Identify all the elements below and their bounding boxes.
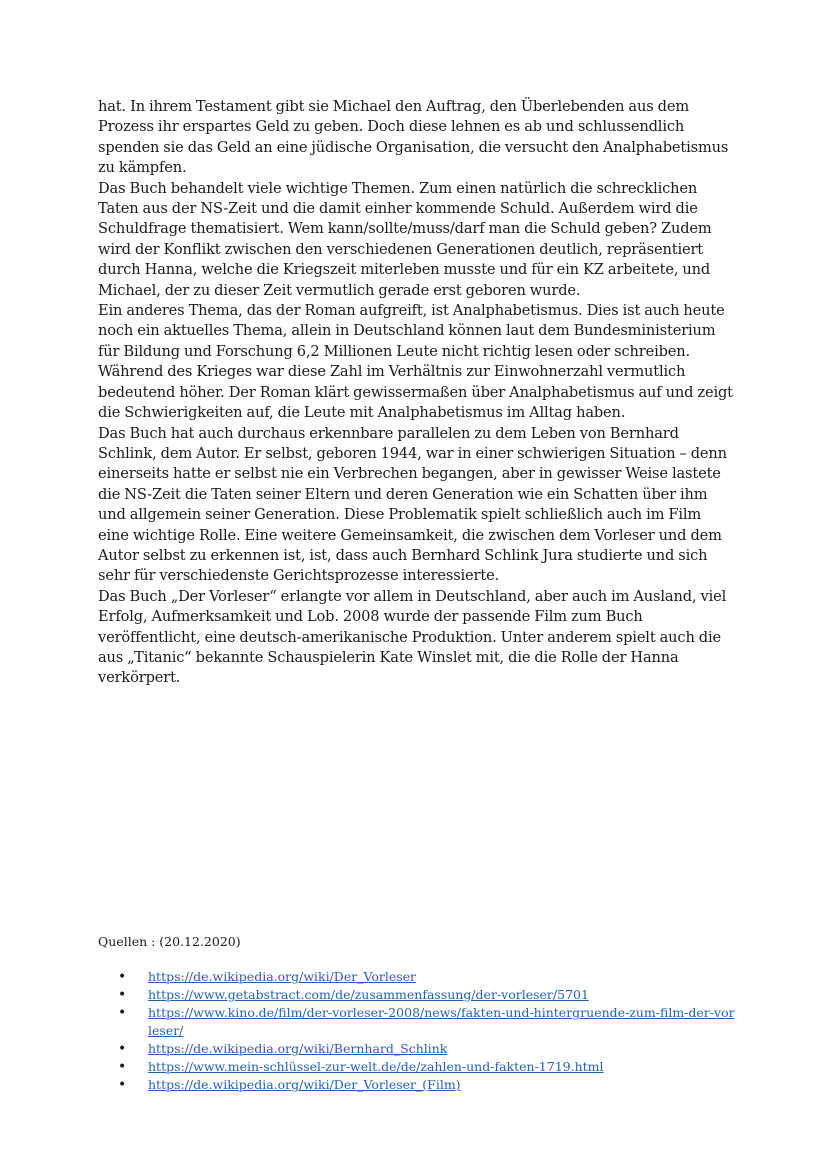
source-link[interactable]: https://www.kino.de/film/der-vorleser-2008/news/fakten-und-hintergruende-zum-film-der-vorleser/ bbox=[148, 1005, 735, 1038]
bullet-icon: • bbox=[118, 987, 127, 1003]
bullet-icon: • bbox=[118, 1059, 127, 1075]
sources-heading: Quellen : (20.12.2020) bbox=[98, 934, 241, 949]
paragraph-success-film: Das Buch „Der Vorleser“ erlangte vor allem in Deutschland, aber auch im Ausland, viel Erfolg, Aufmerksamkeit und Lob. 2008 wurde der passende Film zum Buch veröffentlicht, eine deutsch-amerikanische Produktion. Unter anderem spielt auch die aus „Titanic“ bekannte Schauspielerin Kate Winslet mit, die die Rolle der Hanna verkörpert. bbox=[98, 587, 727, 687]
paragraph-illiteracy: Ein anderes Thema, das der Roman aufgreift, ist Analphabetismus. Dies ist auch heute noch ein aktuelles Thema, allein in Deutschland können laut dem Bundesministerium für Bildung und Forschung 6,2 Millionen Leute nicht richtig lesen oder schreiben. Während des Krieges war diese Zahl im Verhältnis zur Einwohnerzahl vermutlich bedeutend höher. Der Roman klärt gewissermaßen über Analphabetismus auf und zeigt die Schwierigkeiten auf, die Leute mit Analphabetismus im Alltag haben. bbox=[98, 302, 733, 422]
sources-section bbox=[98, 934, 738, 1094]
bullet-icon: • bbox=[118, 1005, 127, 1021]
bullet-icon: • bbox=[118, 1077, 127, 1093]
source-link[interactable]: https://de.wikipedia.org/wiki/Bernhard_Schlink bbox=[148, 1041, 448, 1056]
list-item bbox=[98, 1076, 738, 1094]
list-item bbox=[98, 1040, 738, 1058]
list-item bbox=[98, 1058, 738, 1076]
bullet-icon: • bbox=[118, 1041, 127, 1057]
bullet-icon: • bbox=[118, 969, 127, 985]
source-list bbox=[98, 968, 738, 1094]
list-item bbox=[98, 986, 738, 1004]
list-item bbox=[98, 968, 738, 986]
source-link[interactable]: https://www.mein-schlüssel-zur-welt.de/de/zahlen-und-fakten-1719.html bbox=[148, 1059, 604, 1074]
paragraph-author-parallels: Das Buch hat auch durchaus erkennbare parallelen zu dem Leben von Bernhard Schlink, dem Autor. Er selbst, geboren 1944, war in einer schwierigen Situation – denn einerseits hatte er selbst nie ein Verbrechen begangen, aber in gewisser Weise lastete die NS-Zeit die Taten seiner Eltern und deren Generation wie ein Schatten über ihm und allgemein seiner Generation. Diese Problematik spielt schließlich auch im Film eine wichtige Rolle. Eine weitere Gemeinsamkeit, die zwischen dem Vorleser und dem Autor selbst zu erkennen ist, ist, dass auch Bernhard Schlink Jura studierte und sich sehr für verschiedenste Gerichtsprozesse interessierte. bbox=[98, 424, 727, 585]
paragraph-themes: Das Buch behandelt viele wichtige Themen. Zum einen natürlich die schrecklichen Taten aus der NS-Zeit und die damit einher kommende Schuld. Außerdem wird die Schuldfrage thematisiert. Wem kann/sollte/muss/darf man die Schuld geben? Zudem wird der Konflikt zwischen den verschiedenen Generationen deutlich, repräsentiert durch Hanna, welche die Kriegszeit miterleben musste und für ein KZ arbeitete, und Michael, der zu dieser Zeit vermutlich gerade erst geboren wurde. bbox=[98, 179, 712, 299]
list-item bbox=[98, 1004, 738, 1040]
document-body bbox=[98, 97, 734, 689]
paragraph-testament: hat. In ihrem Testament gibt sie Michael den Auftrag, den Überlebenden aus dem Prozess ihr erspartes Geld zu geben. Doch diese lehnen es ab und schlussendlich spenden sie das Geld an eine jüdische Organisation, die versucht den Analphabetismus zu kämpfen. bbox=[98, 98, 729, 177]
source-link[interactable]: https://de.wikipedia.org/wiki/Der_Vorleser bbox=[148, 969, 417, 984]
source-link[interactable]: https://de.wikipedia.org/wiki/Der_Vorleser_(Film) bbox=[148, 1077, 461, 1092]
source-link[interactable]: https://www.getabstract.com/de/zusammenfassung/der-vorleser/5701 bbox=[148, 987, 589, 1002]
